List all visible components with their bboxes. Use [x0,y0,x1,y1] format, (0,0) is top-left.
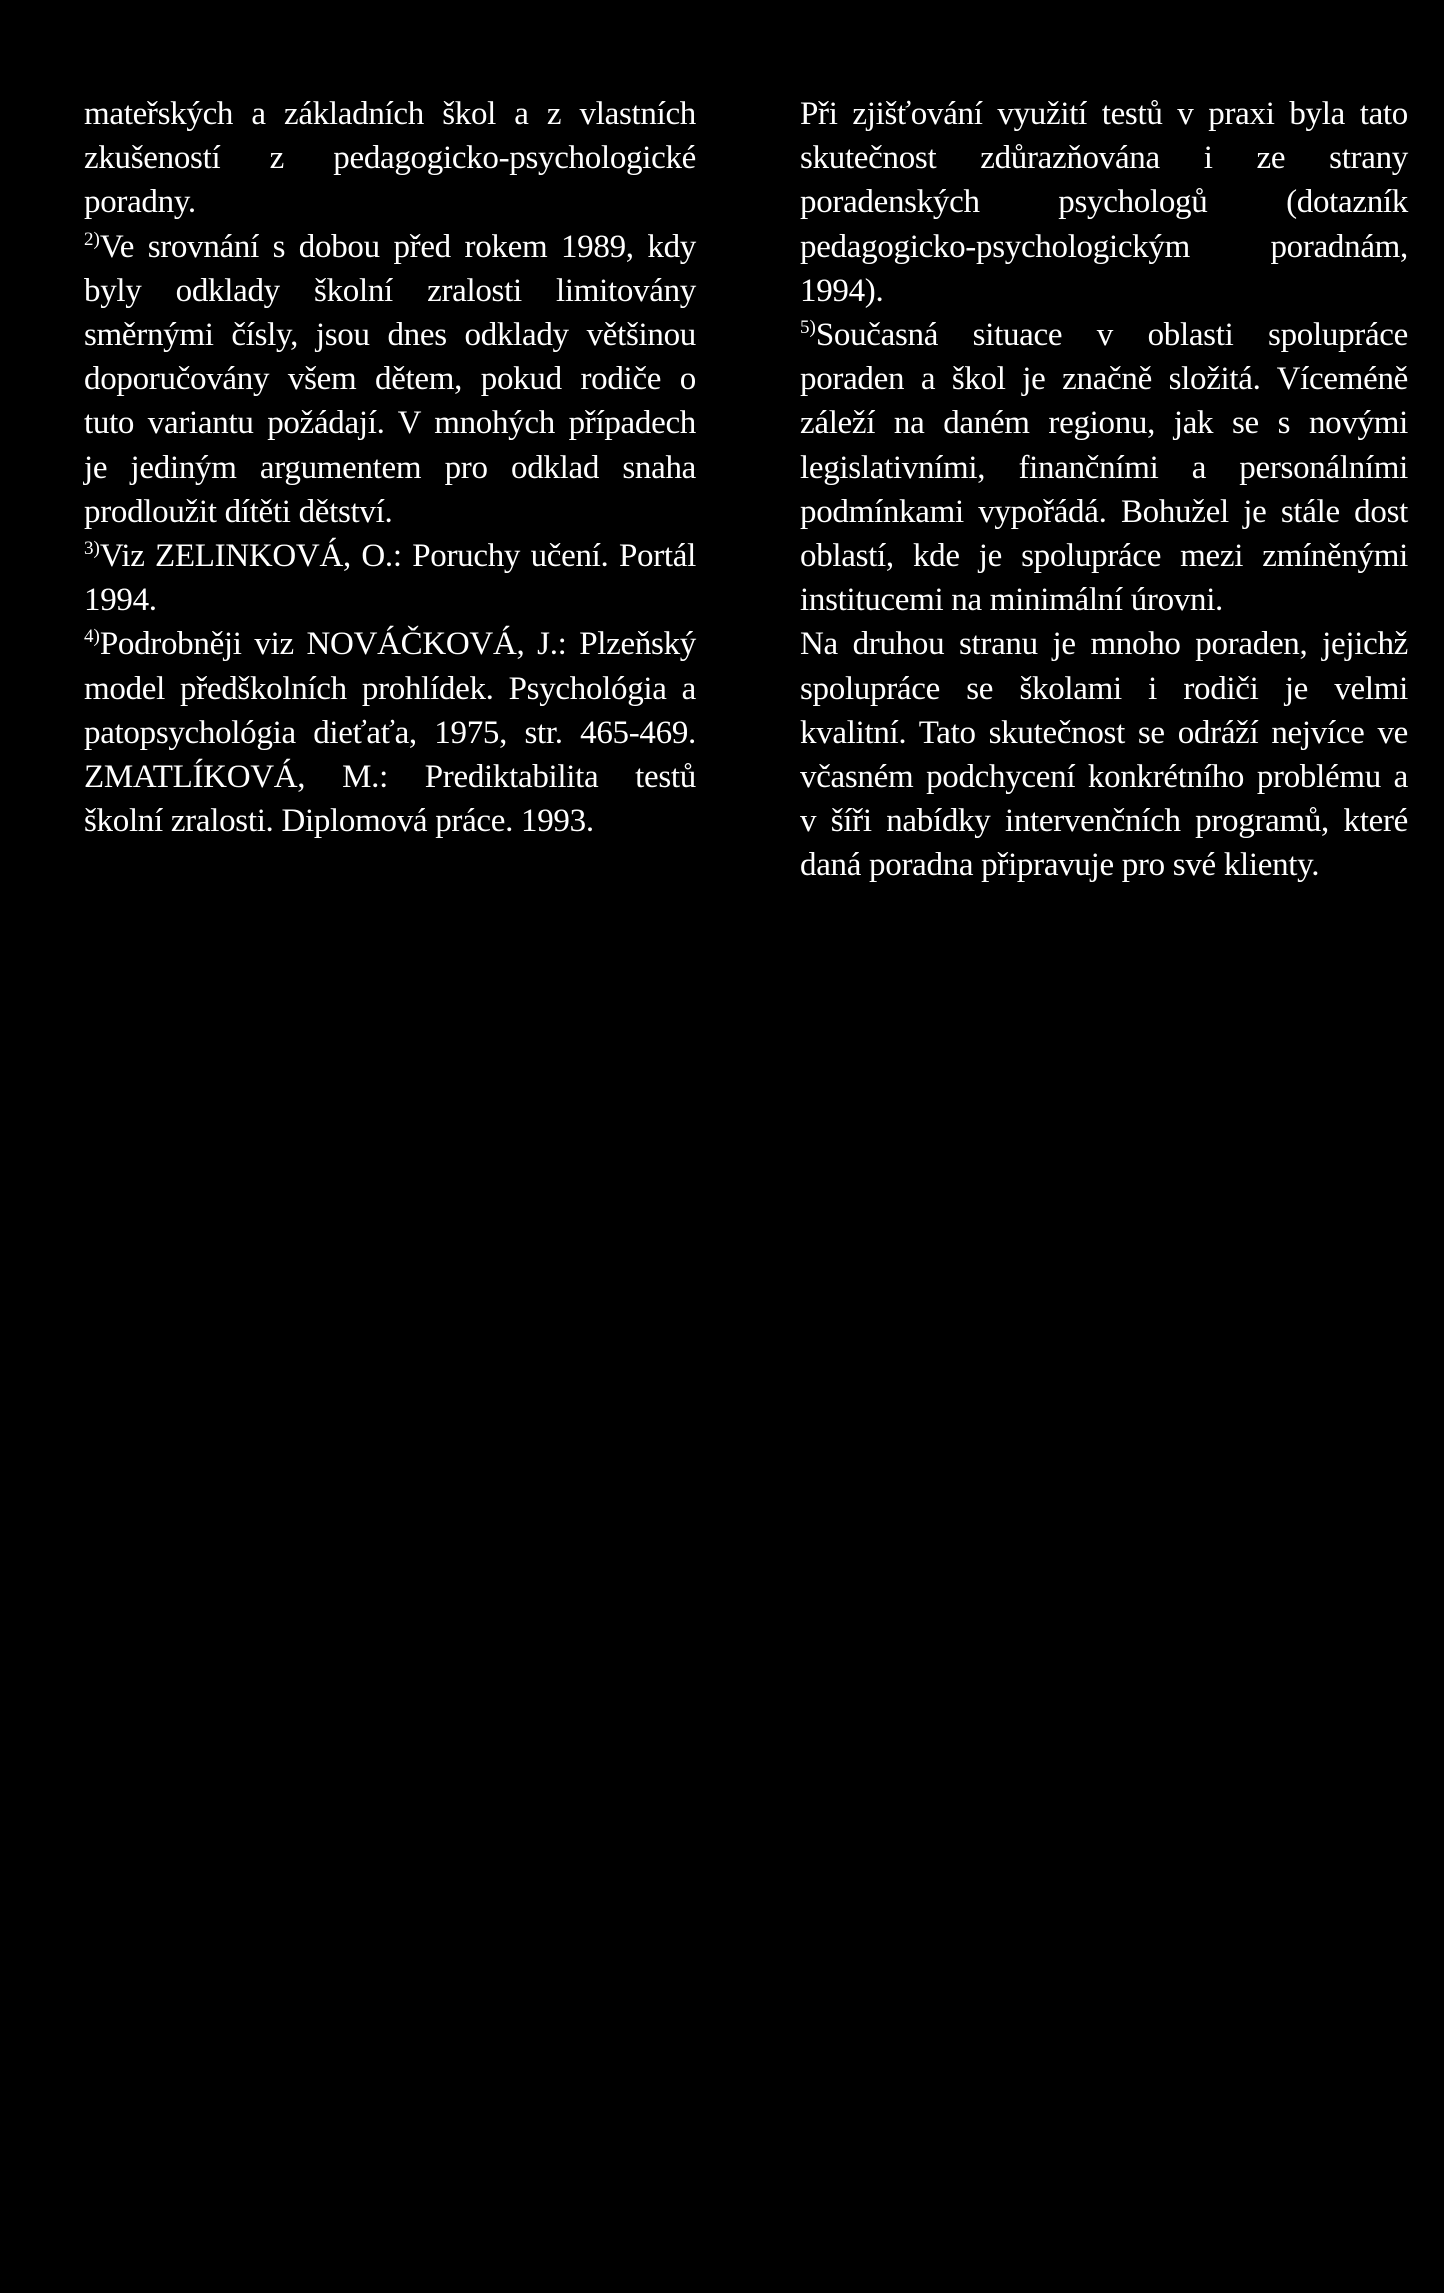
footnote-marker: 4) [84,626,100,648]
footnote-marker: 2) [84,228,100,250]
footnote-text: Současná situace v oblasti spolupráce poraden a škol je značně složitá. Víceméně záleží na daném regionu, jak se s novými legislativními, finančními a personálními podmínkami vypořádá. Bohužel je stále dost oblastí, kde je spolupráce mezi zmíněnými institucemi na minimální úrovni. [800,317,1408,619]
footnote-5 [800,313,1408,622]
footnote-marker: 5) [800,317,816,339]
footnote-4 [84,622,696,843]
footnote-5-paragraph [800,622,1408,887]
footnote-text: Při zjišťování využití testů v praxi byla tato skutečnost zdůrazňována i ze strany poradenských psychologů (dotazník pedagogicko-psychologickým poradnám, 1994). [800,96,1408,309]
footnote-continuation [800,92,1408,313]
footnote-3 [84,534,696,622]
footnote-text: mateřských a základních škol a z vlastních zkušeností z pedagogicko-psychologické poradny. [84,96,696,221]
footnote-text: Podrobněji viz NOVÁČKOVÁ, J.: Plzeňský model předškolních prohlídek. Psychológia a patopsychológia dieťaťa, 1975, str. 465-469. ZMATLÍKOVÁ, M.: Prediktabilita testů školní zralosti. Diplomová práce. 1993. [84,626,696,840]
right-footnotes-column [800,92,1408,888]
left-footnotes-column [84,92,696,843]
footnote-marker: 3) [84,538,100,560]
footnote-continuation [84,92,696,225]
footnote-2 [84,225,696,534]
footnote-text: Ve srovnání s dobou před rokem 1989, kdy byly odklady školní zralosti limitovány směrnými čísly, jsou dnes odklady většinou doporučovány všem dětem, pokud rodiče o tuto variantu požádají. V mnohých případech je jediným argumentem pro odklad snaha prodloužit dítěti dětství. [84,228,696,530]
footnote-text: Viz ZELINKOVÁ, O.: Poruchy učení. Portál 1994. [84,538,696,619]
footnote-text: Na druhou stranu je mnoho poraden, jejichž spolupráce se školami i rodiči je velmi kvalitní. Tato skutečnost se odráží nejvíce ve včasném podchycení konkrétního problému a v šíři nabídky intervenčních programů, které daná poradna připravuje pro své klienty. [800,626,1408,884]
